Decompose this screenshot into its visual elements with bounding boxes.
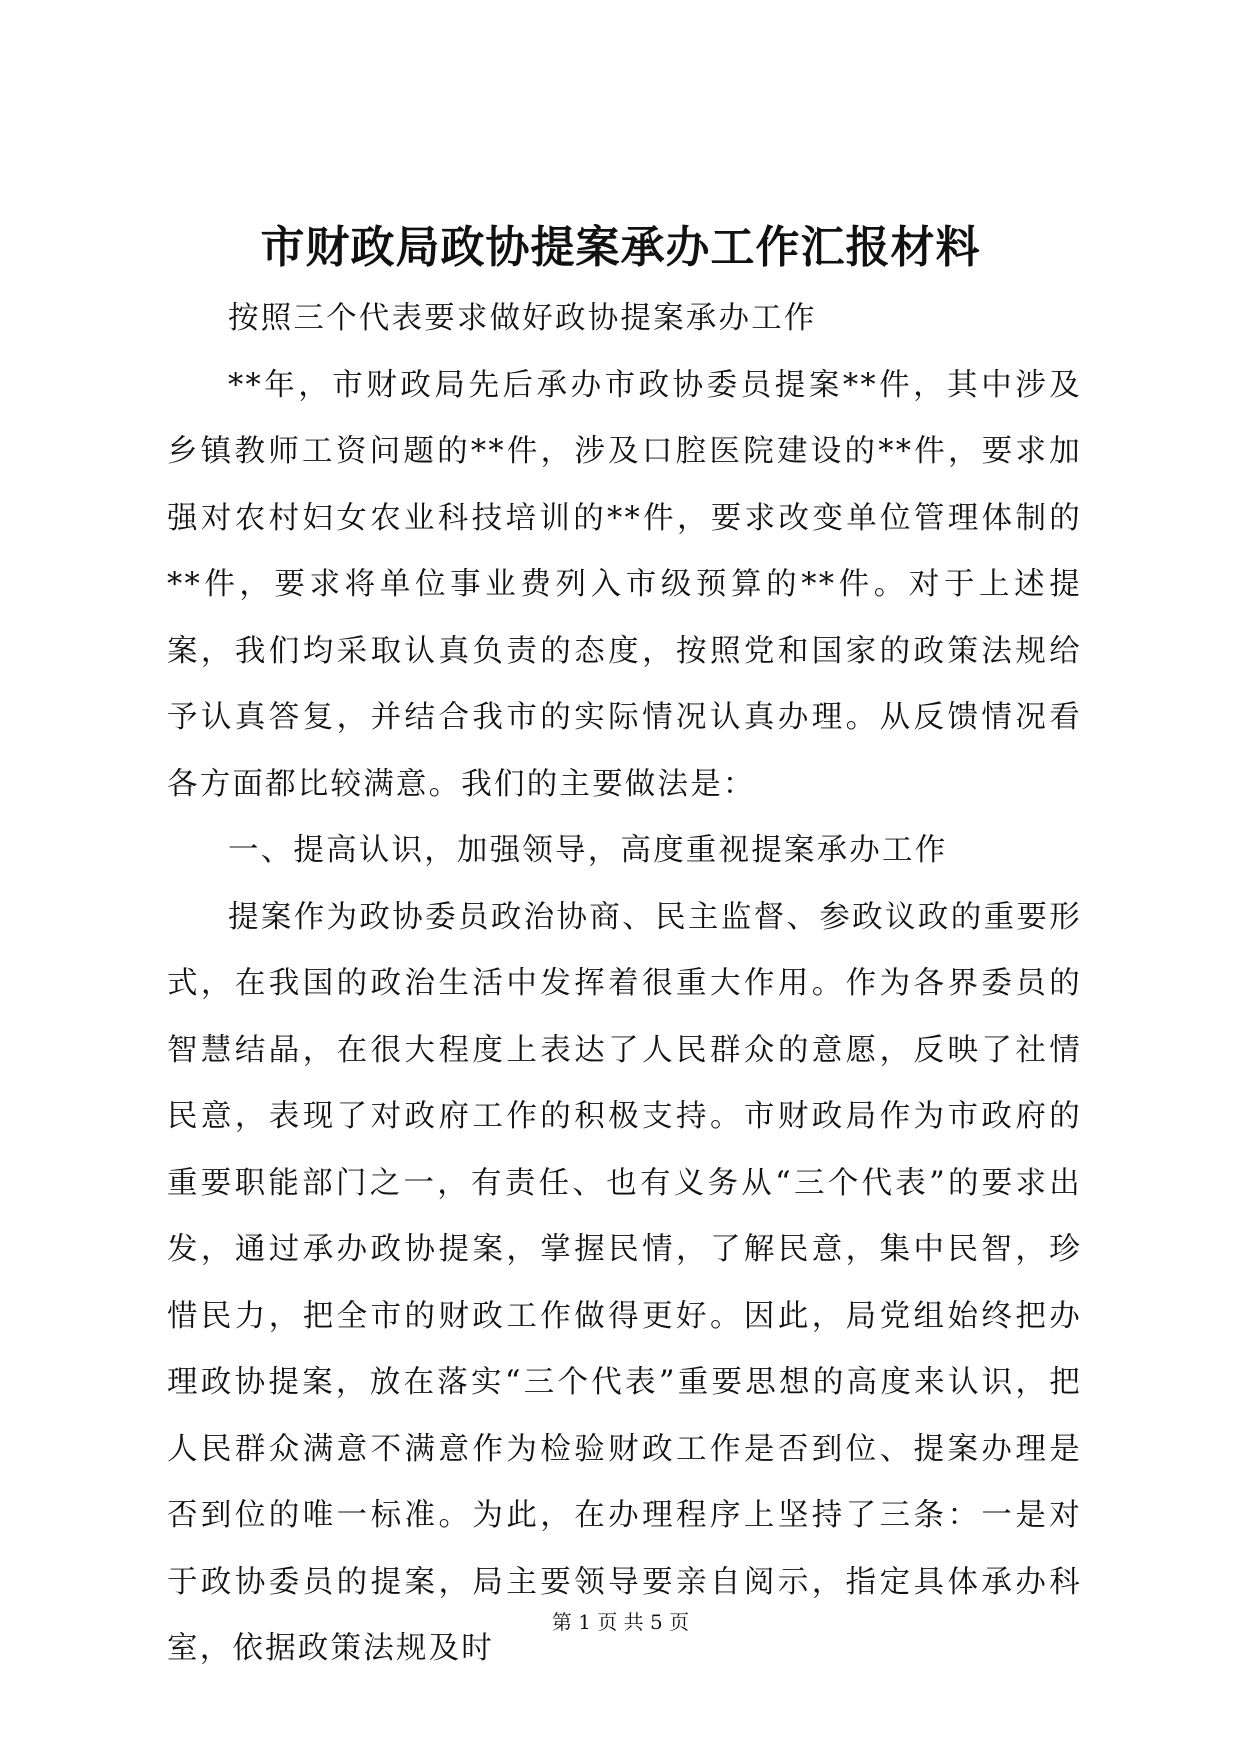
section-paragraph: 提案作为政协委员政治协商、民主监督、参政议政的重要形式，在我国的政治生活中发挥着很重大作用。作为各界委员的智慧结晶，在很大程度上表达了人民群众的意愿，反映了社情民意，表现了对政府工作的积极支持。市财政局作为市政府的重要职能部门之一，有责任、也有义务从“三个代表”的要求出发，通过承办政协提案，掌握民情，了解民意，集中民智，珍惜民力，把全市的财政工作做得更好。因此，局党组始终把办理政协提案，放在落实“三个代表”重要思想的高度来认识，把人民群众满意不满意作为检验财政工作是否到位、提案办理是否到位的唯一标准。为此，在办理程序上坚持了三条：一是对于政协委员的提案，局主要领导要亲自阅示，指定具体承办科室，依据政策法规及时 — [167, 899, 1082, 1666]
subtitle-paragraph: 按照三个代表要求做好政协提案承办工作 — [228, 301, 817, 336]
document-body — [167, 286, 1082, 1683]
intro-paragraph: **年，市财政局先后承办市政协委员提案**件，其中涉及乡镇教师工资问题的**件，涉及口腔医院建设的**件，要求加强对农村妇女农业科技培训的**件，要求改变单位管理体制的**件，要求将单位事业费列入市级预算的**件。对于上述提案，我们均采取认真负责的态度，按照党和国家的政策法规给予认真答复，并结合我市的实际情况认真办理。从反馈情况看各方面都比较满意。我们的主要做法是： — [167, 367, 1082, 802]
page-footer: 第 1 页 共 5 页 — [551, 1610, 690, 1634]
section-heading: 一、提高认识，加强领导，高度重视提案承办工作 — [228, 833, 948, 868]
document-title: 市财政局政协提案承办工作汇报材料 — [260, 222, 981, 273]
